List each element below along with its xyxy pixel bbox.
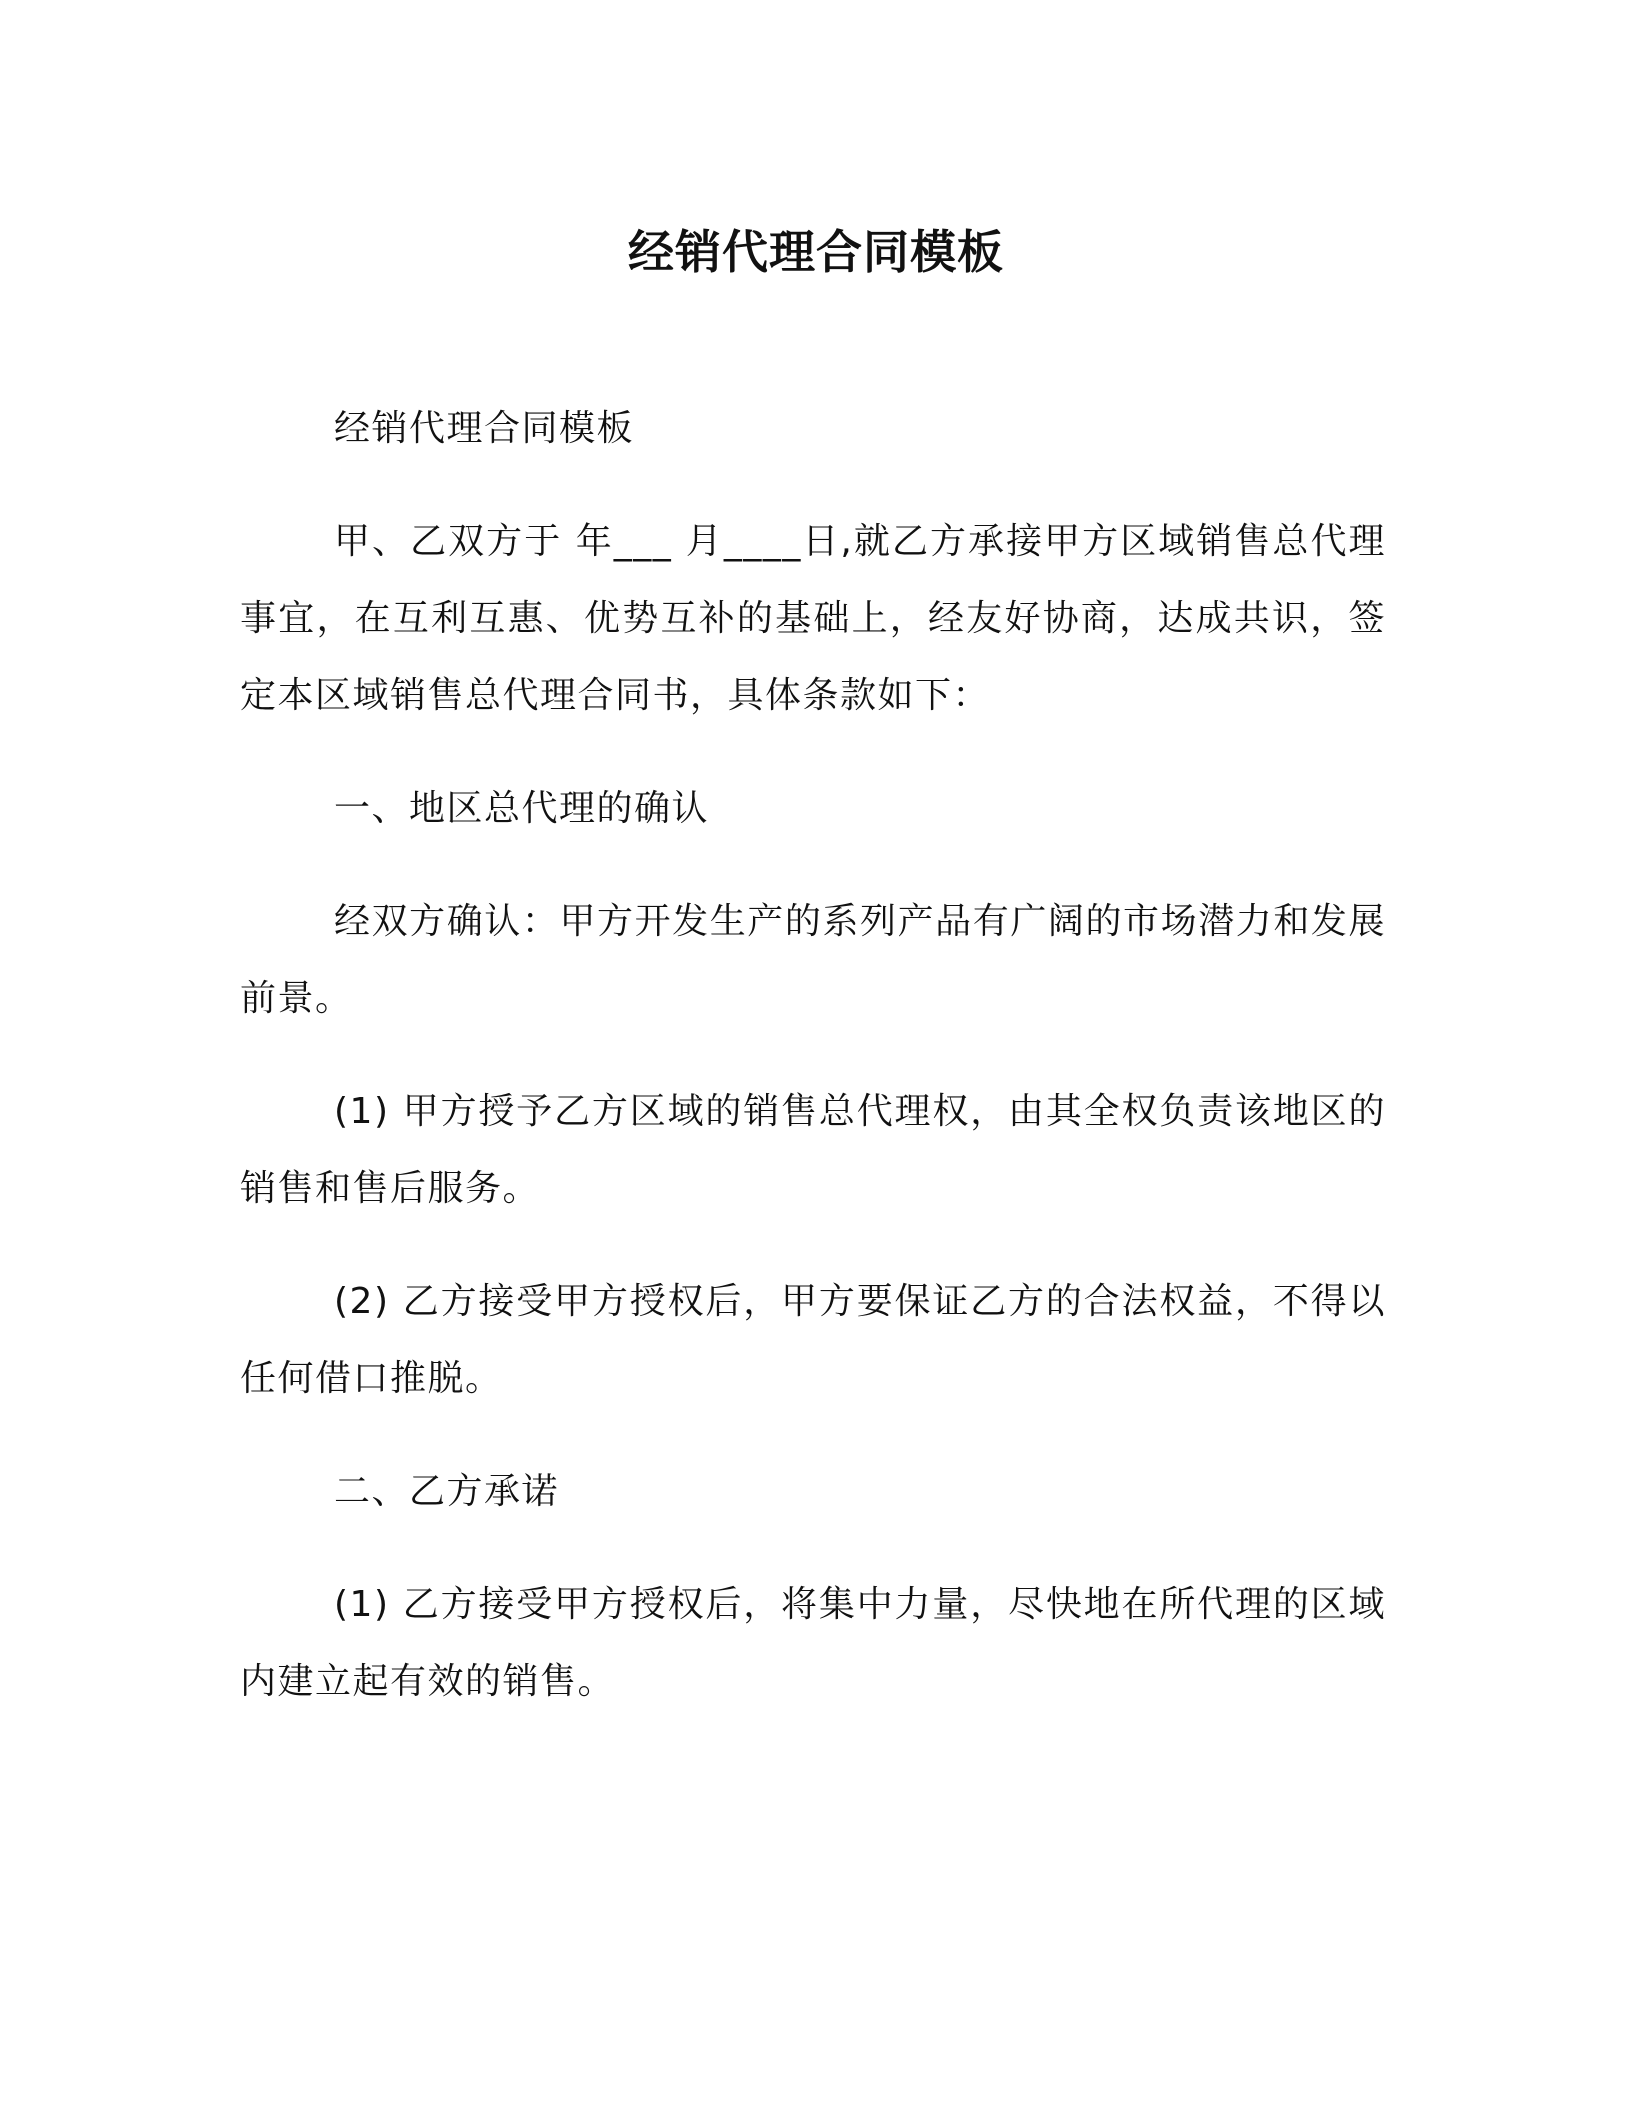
clause-1-1: (1) 甲方授予乙方区域的销售总代理权，由其全权负责该地区的销售和售后服务。 (240, 1091, 1386, 1209)
clause-1-2: (2) 乙方接受甲方授权后，甲方要保证乙方的合法权益，不得以任何借口推脱。 (240, 1281, 1386, 1399)
paragraph-subtitle: 经销代理合同模板 (334, 408, 635, 449)
paragraph-confirmation: 经双方确认：甲方开发生产的系列产品有广阔的市场潜力和发展前景。 (240, 901, 1386, 1019)
clause-2-1: (1) 乙方接受甲方授权后，将集中力量，尽快地在所代理的区域内建立起有效的销售。 (240, 1584, 1386, 1702)
document-title: 经销代理合同模板 (628, 225, 1004, 279)
document-body (240, 390, 1386, 1756)
section-heading-2: 二、乙方承诺 (334, 1471, 560, 1512)
section-heading-1: 一、地区总代理的确认 (334, 788, 710, 829)
paragraph-preamble: 甲、乙双方于 年___ 月____日,就乙方承接甲方区域销售总代理事宜，在互利互惠、优势互补的基础上，经友好协商，达成共识，签定本区域销售总代理合同书，具体条款如下： (240, 521, 1386, 716)
